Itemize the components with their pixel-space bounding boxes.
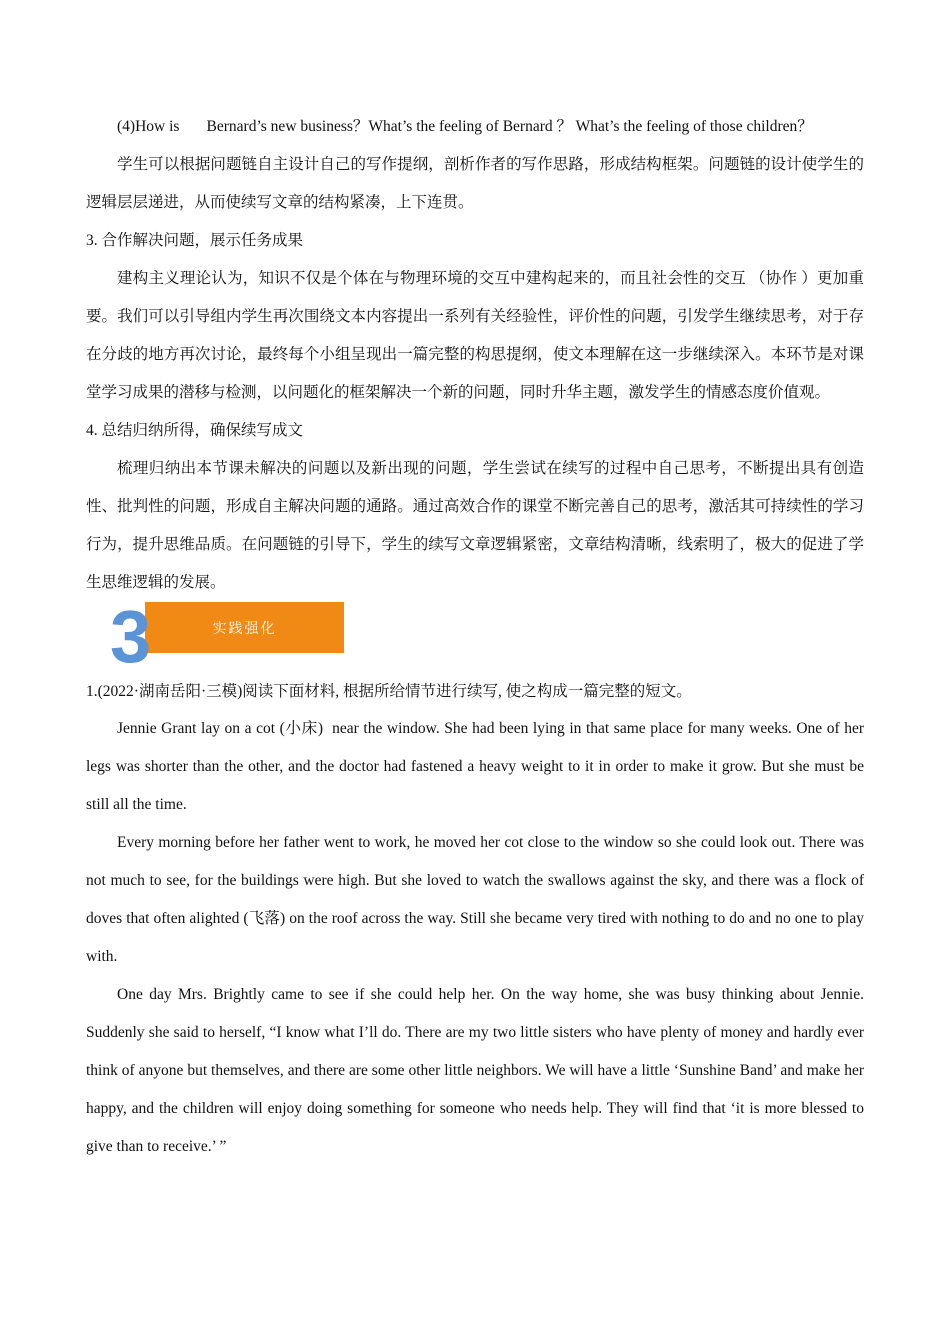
- story-paragraph-2: Every morning before her father went to work, he moved her cot close to the window so she could look out. There was not much to see, for the buildings were high. But she loved to watch the swallows against the sky, and there was a flock of doves that often alighted (飞落) on the roof across the way. Still she became very tired with nothing to do and no one to play with.: [86, 834, 864, 965]
- story-paragraph-3: One day Mrs. Brightly came to see if she could help her. On the way home, she was busy thinking about Jennie. Suddenly she said to herself, “I know what I’ll do. There are my two little sisters who have plenty of money and hardly ever think of anyone but themselves, and there are some other little neighbors. We will have a little ‘Sunshine Band’ and make her happy, and the children will enjoy doing something for someone who needs help. They will find that ‘it is more blessed to give than to receive.’ ”: [86, 986, 864, 1155]
- banner-number: 3: [110, 595, 152, 678]
- story-paragraph-1: Jennie Grant lay on a cot (小床) near the window. She had been lying in that same place for many weeks. One of her legs was shorter than the other, and the doctor had fastened a heavy weight to it in order to make it grow. But she must be still all the time.: [86, 720, 864, 813]
- outline-paragraph: 学生可以根据问题链自主设计自己的写作提纲，剖析作者的写作思路，形成结构框架。问题链的设计使学生的逻辑层层递进，从而使续写文章的结构紧凑，上下连贯。: [86, 156, 864, 211]
- section-4-heading: 4. 总结归纳所得，确保续写成文: [86, 422, 304, 439]
- section-3-heading: 3. 合作解决问题，展示任务成果: [86, 232, 304, 249]
- question-4-paragraph: (4)How is Bernard’s new business？What’s the feeling of Bernard ？ What’s the feeling of those children？: [117, 118, 813, 135]
- constructivism-paragraph: 建构主义理论认为，知识不仅是个体在与物理环境的交互中建构起来的，而且社会性的交互 （协作 ）更加重要。我们可以引导组内学生再次围绕文本内容提出一系列有关经验性，评价性的问题，引发学生继续思考，对于存在分歧的地方再次讨论，最终每个小组呈现出一篇完整的构思提纲，使文本理解在这一步继续深入。本环节是对课堂学习成果的潜移与检测，以问题化的框架解决一个新的问题，同时升华主题，激发学生的情感态度价值观。: [86, 270, 864, 401]
- banner-label-box: 实践强化: [145, 602, 344, 653]
- document-page: [86, 108, 864, 1166]
- summary-paragraph: 梳理归纳出本节课未解决的问题以及新出现的问题，学生尝试在续写的过程中自己思考，不断提出具有创造性、批判性的问题，形成自主解决问题的通路。通过高效合作的课堂不断完善自己的思考，激活其可持续性的学习行为，提升思维品质。在问题链的引导下，学生的续写文章逻辑紧密，文章结构清晰，线索明了，极大的促进了学生思维逻辑的发展。: [86, 460, 864, 591]
- exercise-question: 1.(2022·湖南岳阳·三模)阅读下面材料, 根据所给情节进行续写, 使之构成一篇完整的短文。: [86, 683, 692, 700]
- section-banner: [86, 595, 864, 678]
